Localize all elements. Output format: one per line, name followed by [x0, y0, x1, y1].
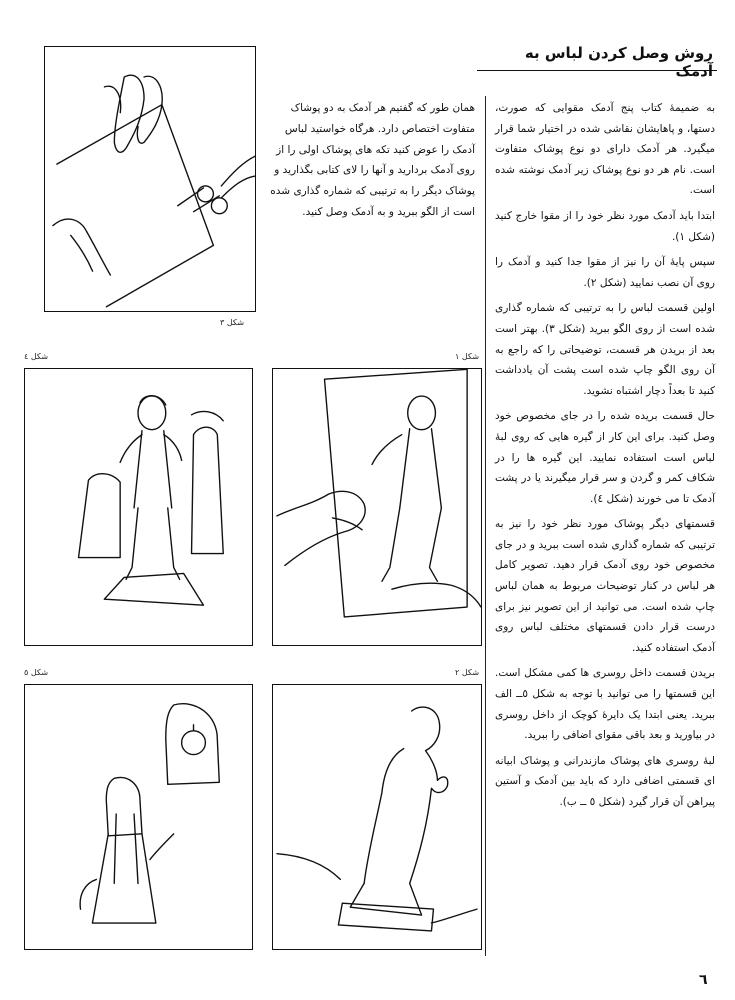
title-underline: [477, 70, 717, 71]
paragraph-6: قسمتهای دیگر پوشاک مورد نظر خود را نیز به ترتیبی که شماره گذاری شده است ببرید و در جای مخصوص خود روی آدمک قرار دهید. تصویر کامل هر لباس در کنار توضیحات مربوط به همان لباس چاپ شده است. می توانید از این تصویر نیز برای درست قرار دادن قسمتهای مختلف لباس روی آدمک استفاده کنید.: [495, 518, 715, 654]
intro-paragraph: همان طور که گفتیم هر آدمک به دو پوشاک متفاوت اختصاص دارد. هرگاه خواستید لباس آدمک را عوض کنید تکه های پوشاک اولی را از روی آدمک بردارید و آنها را لای کتابی بگذارید و پوشاک دیگر را به ترتیبی که شماره گذاری شده است از الگو ببرید و به آدمک وصل کنید.: [270, 102, 475, 218]
page-title: روش وصل کردن لباس به آدمک: [524, 44, 713, 80]
page-number: ٦: [699, 972, 708, 988]
figure-3-caption: شکل ۳: [220, 318, 245, 327]
doll-on-stand-illustration: [273, 685, 481, 949]
figure-4-caption: شکل ٤: [24, 352, 49, 361]
figure-1-caption: شکل ۱: [455, 352, 480, 361]
figure-3-frame: [44, 46, 256, 312]
main-text-column: [495, 98, 715, 818]
removing-doll-illustration: [273, 369, 481, 645]
figure-2-caption: شکل ۲: [455, 668, 480, 677]
figure-2-frame: [272, 684, 482, 950]
paragraph-5: حال قسمت بریده شده را در جای مخصوص خود وصل کنید. برای این کار از گیره هایی که روی لبهٔ لباس است استفاده نمایید. این گیره ها را در شکاف کمر و گردن و سر قرار میگیرند یا در پشت آدمک تا می خورند (شکل ٤).: [495, 410, 715, 505]
figure-4-frame: [24, 368, 253, 646]
figure-1-frame: [272, 368, 482, 646]
paragraph-7: بریدن قسمت داخل روسری ها کمی مشکل است. این قسمتها را می توانید با توجه به شکل ٥ــ الف ببرید. یعنی ابتدا یک دایرهٔ کوچک از داخل روسری در بیاورید و بعد باقی مقوای اضافی را ببرید.: [495, 667, 715, 742]
figure-5-caption: شکل ٥: [24, 668, 49, 677]
figure-5-frame: [24, 684, 253, 950]
dressing-doll-illustration: [25, 369, 252, 645]
paragraph-1: به ضمیمهٔ کتاب پنج آدمک مقوایی که صورت، دستها، و پاهایشان نقاشی شده در اختیار شما قرار میگیرد. هر آدمک دارای دو نوع پوشاک متفاوت است. نام هر دو نوع پوشاک زیر آدمک نوشته شده است.: [495, 102, 715, 197]
paragraph-8: لبهٔ روسری های پوشاک مازندرانی و پوشاک ابیانه ای قسمتی اضافی دارد که باید بین آدمک و آستین پیراهن آن قرار گیرد (شکل ٥ ــ ب).: [495, 754, 715, 808]
paragraph-4: اولین قسمت لباس را به ترتیبی که شماره گذاری شده است از روی الگو ببرید (شکل ۳). بهتر است بعد از بریدن هر قسمت، توضیحاتی را که راجع به آن روی الگو چاپ شده است پشت آن یادداشت کنید تا بعداً دچار اشتباه نشوید.: [495, 302, 716, 397]
paragraph-3: سپس پایهٔ آن را نیز از مقوا جدا کنید و آدمک را روی آن نصب نمایید (شکل ۲).: [495, 256, 715, 289]
scissors-cutting-illustration: [45, 47, 255, 311]
column-divider: [485, 96, 486, 956]
headscarf-illustration: [25, 685, 252, 949]
paragraph-2: ابتدا باید آدمک مورد نظر خود را از مقوا خارج کنید (شکل ۱).: [495, 209, 715, 243]
